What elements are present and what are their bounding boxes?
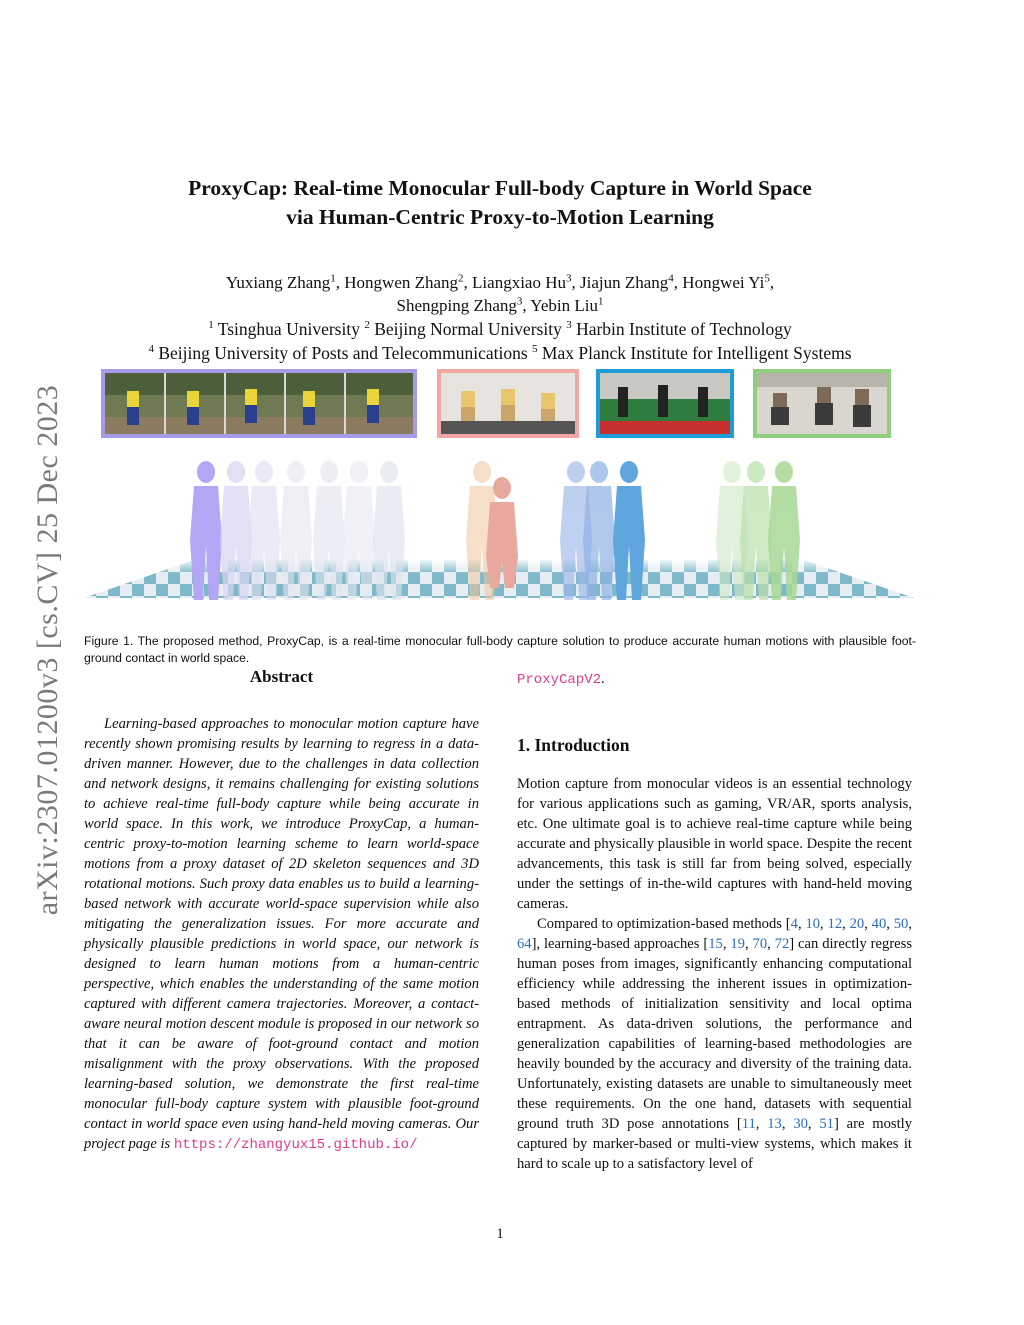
- citation-link[interactable]: 72: [774, 936, 790, 952]
- citation-link[interactable]: 51: [819, 1116, 834, 1132]
- citation-group-2[interactable]: 15, 19, 70, 72: [708, 936, 790, 952]
- citation-link[interactable]: 13: [767, 1116, 782, 1132]
- video-thumbnail-gym: [596, 369, 734, 438]
- arxiv-side-label: [26, 350, 70, 950]
- citation-link[interactable]: 12: [827, 916, 843, 932]
- citation-link[interactable]: 4: [790, 916, 798, 932]
- abstract-heading: Abstract: [249, 667, 314, 686]
- citation-link[interactable]: 11: [741, 1116, 756, 1132]
- motion-capture-render: [84, 440, 914, 630]
- introduction-body: [517, 774, 912, 1174]
- citation-link[interactable]: 19: [730, 936, 745, 952]
- title-line-2: via Human-Centric Proxy-to-Motion Learning: [286, 205, 714, 229]
- video-thumbnail-indoor-room: [437, 369, 579, 438]
- title-line-1: ProxyCap: Real-time Monocular Full-body Capture in World Space: [188, 176, 812, 200]
- citation-link[interactable]: 10: [805, 916, 821, 932]
- intro-paragraph-2: Compared to optimization-based methods [4, 10, 12, 20, 40, 50, 64], learning-based approaches [15, 19, 70, 72] can directly regress human poses from images, significantly enhancing computational efficiency while addressing the inherent issues in optimization-based methods of initialization sensitivity and local optima entrapment. As data-driven solutions, the performance and generalization capabilities of learning-based methodologies are heavily bounded by the accuracy and diversity of the training data. Unfortunately, existing datasets are unable to simultaneously meet these requirements. On the one hand, datasets with sequential ground truth 3D pose annotations [11, 13, 30, 51] are mostly captured by marker-based or multi-view systems, which makes it hard to scale up to a satisfactory level of: [517, 916, 913, 1172]
- video-thumbnail-outdoor: [101, 369, 417, 438]
- figure-caption: Figure 1. The proposed method, ProxyCap, is a real-time monocular full-body capture solution to produce accurate human motions with plausible foot-ground contact in world space.: [84, 634, 916, 665]
- citation-link[interactable]: 50: [893, 916, 909, 932]
- arxiv-id-text: arXiv:2307.01200v3 [cs.CV] 25 Dec 2023: [31, 384, 64, 916]
- affiliation-line-2: $^4$ Beijing University of Posts and Telecommunications $^5$ Max Planck Institute for Intelligent Systems: [148, 343, 852, 363]
- citation-group-1[interactable]: 4, 10, 12, 20, 40, 50, 64: [517, 916, 912, 952]
- citation-link[interactable]: 30: [793, 1116, 808, 1132]
- author-line-1: Yuxiang Zhang$^1$, Hongwen Zhang$^2$, Liangxiao Hu$^3$, Jiajun Zhang$^4$, Hongwei Yi$^5$,: [225, 272, 775, 292]
- video-thumbnail-home: [753, 369, 891, 438]
- intro-paragraph-1: Motion capture from monocular videos is an essential technology for various applications such as gaming, VR/AR, sports analysis, etc. One ultimate goal is to achieve real-time capture while being accurate and physically plausible in world space. Despite the recent advancements, this task is still far from being solved, especially under the settings of in-the-wild captures with hand-held moving cameras.: [517, 776, 912, 912]
- citation-link[interactable]: 40: [871, 916, 887, 932]
- project-page-link-tail[interactable]: ProxyCapV2: [517, 672, 602, 688]
- page-number: 1: [496, 1226, 504, 1242]
- citation-link[interactable]: 70: [752, 936, 768, 952]
- indoor-frames-image: [441, 373, 575, 434]
- author-line-2: Shengping Zhang$^3$, Yebin Liu$^1$: [396, 295, 604, 315]
- home-frames-image: [757, 373, 887, 434]
- project-page-link[interactable]: https://zhangyux15.github.io/: [173, 1137, 418, 1153]
- abstract-body: Learning-based approaches to monocular motion capture have recently shown promising results by learning to regress in a data-driven manner. However, due to the challenges in data collection and network designs, it remains challenging for existing solutions to achieve real-time full-body capture while being accurate in world space. In this work, we introduce ProxyCap, a human-centric proxy-to-motion learning scheme to learn world-space motions from a proxy dataset of 2D skeleton sequences and 3D rotational motions. Such proxy data enables us to build a learning-based network with accurate world-space supervision while also mitigating the generalization issues. For more accurate and physically plausible predictions in world space, our network is designed to learn human motions from a human-centric perspective, which enables the understanding of the same motion captured with different camera trajectories. Moreover, a contact-aware neural motion descent module is proposed in our network so that it can be aware of foot-ground contact and motion misalignment with the proxy observations. With the proposed learning-based solution, we demonstrate the first real-time monocular full-body capture system with plausible foot-ground contact in world space even using hand-held moving cameras. Our project page is https://zhangyux15.github.io/: [84, 716, 479, 1153]
- citation-link[interactable]: 20: [849, 916, 865, 932]
- project-link-continuation: ProxyCapV2.: [517, 671, 605, 688]
- outdoor-frames-image: [105, 373, 413, 434]
- paper-title: [100, 174, 900, 232]
- citation-link[interactable]: 15: [708, 936, 723, 952]
- citation-group-3[interactable]: 11, 13, 30, 51: [741, 1116, 834, 1132]
- citation-link[interactable]: 64: [517, 936, 532, 952]
- introduction-heading: 1. Introduction: [517, 735, 630, 755]
- gym-frames-image: [600, 373, 730, 434]
- affiliation-line-1: $^1$ Tsinghua University $^2$ Beijing Normal University $^3$ Harbin Institute of Technology: [208, 319, 792, 339]
